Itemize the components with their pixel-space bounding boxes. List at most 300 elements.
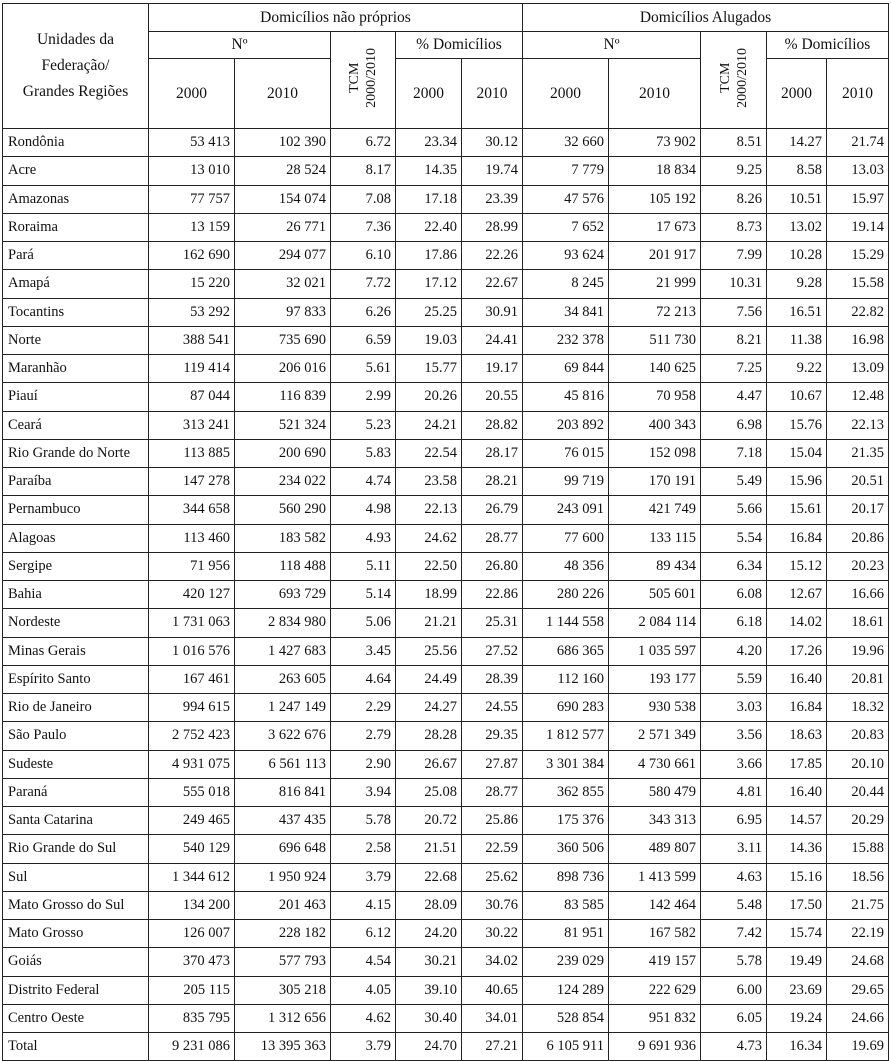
rented-count-2000-cell: 360 506 [523,835,609,863]
rented-count-2000-cell: 3 301 384 [523,750,609,778]
table-row [3,213,889,241]
year-header: 2000 [149,59,235,129]
owned-not-count-2000-cell: 162 690 [149,242,235,270]
rented-count-2010-cell: 73 902 [609,129,701,157]
rented-pct-2000-cell: 9.28 [767,270,827,298]
owned-not-pct-2000-cell: 24.70 [396,1033,462,1061]
rented-pct-2010-cell: 20.83 [827,722,889,750]
table-row [3,948,889,976]
rented-tcm-cell: 5.49 [701,468,767,496]
table-header [3,4,889,129]
rented-pct-2000-cell: 18.63 [767,722,827,750]
rented-tcm-cell: 7.18 [701,439,767,467]
rented-count-2000-cell: 686 365 [523,637,609,665]
owned-not-count-2010-cell: 696 648 [235,835,331,863]
rented-count-2010-cell: 152 098 [609,439,701,467]
units-header-line: Unidades da [36,31,115,48]
owned-not-pct-2000-cell: 24.21 [396,411,462,439]
rented-tcm-cell: 3.11 [701,835,767,863]
owned-not-tcm-cell: 6.12 [331,920,396,948]
rented-tcm-cell: 6.00 [701,976,767,1004]
rented-pct-2010-cell: 18.56 [827,863,889,891]
owned-not-tcm-cell: 6.59 [331,326,396,354]
region-name-cell: Mato Grosso do Sul [3,891,149,919]
rented-count-2000-cell: 7 779 [523,157,609,185]
rented-pct-2010-cell: 22.19 [827,920,889,948]
owned-not-pct-2010-cell: 30.76 [462,891,523,919]
rented-tcm-cell: 3.56 [701,722,767,750]
rented-tcm-cell: 10.31 [701,270,767,298]
rented-pct-2010-cell: 24.66 [827,1004,889,1032]
rented-pct-2010-cell: 13.03 [827,157,889,185]
region-name-cell: Sergipe [3,552,149,580]
owned-not-pct-2010-cell: 20.55 [462,383,523,411]
region-name-cell: Rio Grande do Sul [3,835,149,863]
region-name-cell: Rio de Janeiro [3,694,149,722]
owned-not-tcm-cell: 4.05 [331,976,396,1004]
rented-tcm-cell: 7.99 [701,242,767,270]
owned-not-tcm-cell: 4.93 [331,524,396,552]
owned-not-pct-2000-cell: 28.09 [396,891,462,919]
rented-pct-2010-cell: 20.23 [827,552,889,580]
rented-count-2010-cell: 21 999 [609,270,701,298]
owned-not-pct-2000-cell: 24.20 [396,920,462,948]
rented-count-2000-cell: 239 029 [523,948,609,976]
owned-not-pct-2000-cell: 24.62 [396,524,462,552]
owned-not-count-2000-cell: 2 752 423 [149,722,235,750]
rented-count-2010-cell: 133 115 [609,524,701,552]
rented-tcm-cell: 3.03 [701,694,767,722]
table-row [3,722,889,750]
owned-not-tcm-cell: 2.58 [331,835,396,863]
owned-not-count-2010-cell: 97 833 [235,298,331,326]
owned-not-tcm-cell: 5.61 [331,355,396,383]
rented-count-2000-cell: 81 951 [523,920,609,948]
rented-count-2000-cell: 112 160 [523,665,609,693]
owned-not-pct-2000-cell: 24.27 [396,694,462,722]
rented-count-2000-cell: 362 855 [523,778,609,806]
owned-not-pct-2000-cell: 17.86 [396,242,462,270]
table-row [3,891,889,919]
rented-pct-2010-cell: 15.29 [827,242,889,270]
owned-not-pct-2010-cell: 24.41 [462,326,523,354]
rented-pct-2010-cell: 21.35 [827,439,889,467]
rented-tcm-cell: 4.20 [701,637,767,665]
rented-pct-2000-cell: 23.69 [767,976,827,1004]
rented-count-2010-cell: 511 730 [609,326,701,354]
owned-not-tcm-cell: 4.54 [331,948,396,976]
rented-count-2000-cell: 76 015 [523,439,609,467]
owned-not-count-2010-cell: 305 218 [235,976,331,1004]
owned-not-pct-2000-cell: 20.72 [396,807,462,835]
owned-not-pct-2010-cell: 23.39 [462,185,523,213]
owned-not-pct-2010-cell: 28.99 [462,213,523,241]
rented-count-2010-cell: 89 434 [609,552,701,580]
owned-not-count-2000-cell: 71 956 [149,552,235,580]
housing-table [2,3,889,1061]
region-name-cell: Roraima [3,213,149,241]
owned-not-pct-2000-cell: 19.03 [396,326,462,354]
owned-not-tcm-cell: 2.99 [331,383,396,411]
rented-tcm-cell: 6.18 [701,609,767,637]
owned-not-pct-2000-cell: 14.35 [396,157,462,185]
owned-not-count-2000-cell: 994 615 [149,694,235,722]
region-name-cell: Sudeste [3,750,149,778]
rented-pct-2010-cell: 20.44 [827,778,889,806]
owned-not-count-2000-cell: 388 541 [149,326,235,354]
rented-tcm-cell: 5.54 [701,524,767,552]
rented-count-2000-cell: 32 660 [523,129,609,157]
year-header: 2010 [235,59,331,129]
tcm-header: TCM 2000/2010 [331,32,396,129]
rented-pct-2000-cell: 16.40 [767,778,827,806]
rented-count-2000-cell: 124 289 [523,976,609,1004]
owned-not-pct-2000-cell: 22.54 [396,439,462,467]
rented-count-2010-cell: 70 958 [609,383,701,411]
rented-count-2000-cell: 898 736 [523,863,609,891]
units-header [3,4,149,129]
rented-pct-2000-cell: 16.51 [767,298,827,326]
region-name-cell: Centro Oeste [3,1004,149,1032]
rented-pct-2000-cell: 9.22 [767,355,827,383]
owned-not-count-2000-cell: 113 460 [149,524,235,552]
rented-pct-2000-cell: 17.50 [767,891,827,919]
rented-tcm-cell: 5.48 [701,891,767,919]
rented-count-2000-cell: 7 652 [523,213,609,241]
rented-tcm-cell: 6.98 [701,411,767,439]
table-row [3,326,889,354]
rented-pct-2000-cell: 8.58 [767,157,827,185]
rented-count-2000-cell: 528 854 [523,1004,609,1032]
rented-count-2010-cell: 105 192 [609,185,701,213]
owned-not-count-2010-cell: 102 390 [235,129,331,157]
rented-pct-2000-cell: 10.67 [767,383,827,411]
year-header: 2000 [396,59,462,129]
rented-count-2010-cell: 505 601 [609,581,701,609]
table-row [3,242,889,270]
owned-not-pct-2000-cell: 22.13 [396,496,462,524]
rented-pct-2010-cell: 22.82 [827,298,889,326]
rented-count-2010-cell: 951 832 [609,1004,701,1032]
year-header: 2010 [827,59,889,129]
rented-count-2000-cell: 48 356 [523,552,609,580]
rented-pct-2010-cell: 29.65 [827,976,889,1004]
rented-count-2010-cell: 580 479 [609,778,701,806]
rented-tcm-cell: 8.73 [701,213,767,241]
region-name-cell: Tocantins [3,298,149,326]
owned-not-pct-2010-cell: 25.62 [462,863,523,891]
rented-pct-2000-cell: 16.34 [767,1033,827,1061]
rented-count-2000-cell: 1 144 558 [523,609,609,637]
owned-not-pct-2010-cell: 27.52 [462,637,523,665]
owned-not-tcm-cell: 6.72 [331,129,396,157]
owned-not-count-2010-cell: 263 605 [235,665,331,693]
rented-tcm-cell: 6.95 [701,807,767,835]
rented-count-2010-cell: 201 917 [609,242,701,270]
rented-pct-2010-cell: 16.98 [827,326,889,354]
rented-pct-2010-cell: 15.58 [827,270,889,298]
rented-pct-2000-cell: 14.57 [767,807,827,835]
rented-tcm-cell: 8.51 [701,129,767,157]
owned-not-count-2000-cell: 370 473 [149,948,235,976]
rented-pct-2000-cell: 15.76 [767,411,827,439]
percent-header: % Domicílios [396,32,523,59]
rented-pct-2010-cell: 12.48 [827,383,889,411]
owned-not-tcm-cell: 5.78 [331,807,396,835]
owned-not-pct-2010-cell: 28.77 [462,778,523,806]
rented-tcm-cell: 5.59 [701,665,767,693]
region-name-cell: Total [3,1033,149,1061]
rented-tcm-cell: 6.08 [701,581,767,609]
rented-pct-2000-cell: 16.40 [767,665,827,693]
rented-pct-2000-cell: 15.04 [767,439,827,467]
rented-count-2010-cell: 421 749 [609,496,701,524]
owned-not-count-2010-cell: 693 729 [235,581,331,609]
rented-tcm-cell: 5.78 [701,948,767,976]
owned-not-pct-2010-cell: 25.86 [462,807,523,835]
owned-not-count-2000-cell: 1 344 612 [149,863,235,891]
region-name-cell: Alagoas [3,524,149,552]
region-name-cell: Espírito Santo [3,665,149,693]
region-name-cell: Acre [3,157,149,185]
owned-not-count-2000-cell: 249 465 [149,807,235,835]
rented-pct-2010-cell: 20.81 [827,665,889,693]
year-header: 2000 [523,59,609,129]
rented-count-2000-cell: 45 816 [523,383,609,411]
owned-not-pct-2010-cell: 22.86 [462,581,523,609]
owned-not-pct-2000-cell: 24.49 [396,665,462,693]
owned-not-tcm-cell: 7.08 [331,185,396,213]
units-header-line: Federação/ [41,57,110,74]
rented-pct-2010-cell: 20.17 [827,496,889,524]
year-header: 2000 [767,59,827,129]
region-name-cell: Goiás [3,948,149,976]
region-name-cell: Pará [3,242,149,270]
group-header-nao-proprios: Domicílios não próprios [149,4,523,32]
year-header: 2010 [462,59,523,129]
owned-not-count-2000-cell: 53 292 [149,298,235,326]
owned-not-count-2010-cell: 3 622 676 [235,722,331,750]
owned-not-count-2000-cell: 835 795 [149,1004,235,1032]
owned-not-count-2000-cell: 147 278 [149,468,235,496]
owned-not-pct-2000-cell: 21.51 [396,835,462,863]
owned-not-pct-2000-cell: 18.99 [396,581,462,609]
owned-not-pct-2000-cell: 30.40 [396,1004,462,1032]
owned-not-pct-2010-cell: 28.39 [462,665,523,693]
rented-pct-2010-cell: 15.88 [827,835,889,863]
owned-not-count-2010-cell: 28 524 [235,157,331,185]
rented-count-2010-cell: 142 464 [609,891,701,919]
rented-pct-2000-cell: 15.96 [767,468,827,496]
rented-count-2000-cell: 8 245 [523,270,609,298]
rented-count-2000-cell: 280 226 [523,581,609,609]
owned-not-count-2010-cell: 1 427 683 [235,637,331,665]
owned-not-pct-2000-cell: 39.10 [396,976,462,1004]
owned-not-pct-2010-cell: 28.77 [462,524,523,552]
rented-count-2000-cell: 1 812 577 [523,722,609,750]
rented-tcm-cell: 9.25 [701,157,767,185]
owned-not-count-2000-cell: 113 885 [149,439,235,467]
owned-not-tcm-cell: 8.17 [331,157,396,185]
owned-not-count-2010-cell: 201 463 [235,891,331,919]
owned-not-count-2000-cell: 540 129 [149,835,235,863]
owned-not-count-2010-cell: 294 077 [235,242,331,270]
count-header: Nº [523,32,701,59]
rented-tcm-cell: 7.56 [701,298,767,326]
rented-count-2000-cell: 175 376 [523,807,609,835]
rented-count-2000-cell: 93 624 [523,242,609,270]
rented-count-2000-cell: 243 091 [523,496,609,524]
owned-not-pct-2010-cell: 28.82 [462,411,523,439]
owned-not-count-2000-cell: 555 018 [149,778,235,806]
rented-count-2000-cell: 77 600 [523,524,609,552]
owned-not-pct-2010-cell: 29.35 [462,722,523,750]
owned-not-pct-2010-cell: 28.17 [462,439,523,467]
owned-not-count-2010-cell: 577 793 [235,948,331,976]
rented-pct-2010-cell: 20.51 [827,468,889,496]
table-row [3,157,889,185]
rented-count-2010-cell: 18 834 [609,157,701,185]
owned-not-tcm-cell: 6.26 [331,298,396,326]
owned-not-count-2000-cell: 313 241 [149,411,235,439]
owned-not-pct-2000-cell: 22.50 [396,552,462,580]
owned-not-count-2010-cell: 735 690 [235,326,331,354]
owned-not-count-2010-cell: 816 841 [235,778,331,806]
rented-count-2010-cell: 489 807 [609,835,701,863]
units-header-line: Grandes Regiões [22,83,129,100]
rented-pct-2010-cell: 19.14 [827,213,889,241]
owned-not-count-2000-cell: 126 007 [149,920,235,948]
owned-not-count-2010-cell: 1 247 149 [235,694,331,722]
rented-count-2010-cell: 193 177 [609,665,701,693]
table-row [3,750,889,778]
table-row [3,355,889,383]
rented-pct-2010-cell: 20.86 [827,524,889,552]
region-name-cell: Mato Grosso [3,920,149,948]
rented-pct-2000-cell: 15.16 [767,863,827,891]
table-row [3,411,889,439]
rented-count-2010-cell: 17 673 [609,213,701,241]
region-name-cell: São Paulo [3,722,149,750]
rented-count-2000-cell: 232 378 [523,326,609,354]
rented-count-2000-cell: 47 576 [523,185,609,213]
owned-not-tcm-cell: 5.23 [331,411,396,439]
rented-count-2000-cell: 690 283 [523,694,609,722]
owned-not-count-2010-cell: 200 690 [235,439,331,467]
table-row [3,807,889,835]
owned-not-pct-2000-cell: 17.12 [396,270,462,298]
rented-count-2010-cell: 343 313 [609,807,701,835]
owned-not-count-2000-cell: 77 757 [149,185,235,213]
table-row [3,270,889,298]
rented-pct-2000-cell: 17.26 [767,637,827,665]
rented-count-2010-cell: 1 035 597 [609,637,701,665]
owned-not-count-2010-cell: 26 771 [235,213,331,241]
owned-not-count-2000-cell: 4 931 075 [149,750,235,778]
rented-count-2000-cell: 6 105 911 [523,1033,609,1061]
owned-not-count-2000-cell: 205 115 [149,976,235,1004]
rented-pct-2000-cell: 10.51 [767,185,827,213]
rented-pct-2010-cell: 18.32 [827,694,889,722]
owned-not-tcm-cell: 4.64 [331,665,396,693]
table-row [3,665,889,693]
owned-not-count-2000-cell: 87 044 [149,383,235,411]
rented-pct-2010-cell: 20.29 [827,807,889,835]
owned-not-count-2010-cell: 228 182 [235,920,331,948]
owned-not-pct-2010-cell: 22.59 [462,835,523,863]
group-header-alugados: Domicílios Alugados [523,4,889,32]
owned-not-tcm-cell: 4.74 [331,468,396,496]
owned-not-tcm-cell: 5.11 [331,552,396,580]
owned-not-pct-2000-cell: 22.68 [396,863,462,891]
rented-pct-2010-cell: 21.74 [827,129,889,157]
region-name-cell: Santa Catarina [3,807,149,835]
rented-tcm-cell: 4.63 [701,863,767,891]
region-name-cell: Bahia [3,581,149,609]
table-row [3,609,889,637]
owned-not-count-2010-cell: 183 582 [235,524,331,552]
rented-tcm-cell: 8.21 [701,326,767,354]
owned-not-count-2010-cell: 206 016 [235,355,331,383]
region-name-cell: Minas Gerais [3,637,149,665]
tcm-header: TCM 2000/2010 [701,32,767,129]
owned-not-pct-2010-cell: 19.74 [462,157,523,185]
owned-not-count-2000-cell: 134 200 [149,891,235,919]
owned-not-pct-2000-cell: 23.58 [396,468,462,496]
rented-tcm-cell: 8.26 [701,185,767,213]
owned-not-count-2010-cell: 234 022 [235,468,331,496]
owned-not-count-2010-cell: 1 950 924 [235,863,331,891]
rented-pct-2000-cell: 17.85 [767,750,827,778]
owned-not-pct-2010-cell: 27.87 [462,750,523,778]
owned-not-pct-2000-cell: 30.21 [396,948,462,976]
owned-not-count-2010-cell: 560 290 [235,496,331,524]
table-row [3,552,889,580]
rented-pct-2010-cell: 13.09 [827,355,889,383]
owned-not-tcm-cell: 4.62 [331,1004,396,1032]
region-name-cell: Amapá [3,270,149,298]
owned-not-count-2010-cell: 13 395 363 [235,1033,331,1061]
rented-pct-2010-cell: 18.61 [827,609,889,637]
owned-not-count-2010-cell: 6 561 113 [235,750,331,778]
owned-not-tcm-cell: 2.79 [331,722,396,750]
rented-pct-2000-cell: 14.36 [767,835,827,863]
table-body [3,129,889,1061]
owned-not-pct-2000-cell: 17.18 [396,185,462,213]
owned-not-pct-2010-cell: 40.65 [462,976,523,1004]
owned-not-pct-2010-cell: 28.21 [462,468,523,496]
rented-tcm-cell: 4.81 [701,778,767,806]
owned-not-pct-2000-cell: 25.25 [396,298,462,326]
region-name-cell: Distrito Federal [3,976,149,1004]
rented-count-2010-cell: 400 343 [609,411,701,439]
region-name-cell: Piauí [3,383,149,411]
rented-pct-2000-cell: 15.12 [767,552,827,580]
region-name-cell: Amazonas [3,185,149,213]
owned-not-count-2000-cell: 13 159 [149,213,235,241]
rented-count-2010-cell: 1 413 599 [609,863,701,891]
table-row [3,778,889,806]
rented-pct-2000-cell: 14.02 [767,609,827,637]
owned-not-pct-2000-cell: 22.40 [396,213,462,241]
owned-not-pct-2000-cell: 23.34 [396,129,462,157]
rented-pct-2000-cell: 16.84 [767,524,827,552]
owned-not-count-2010-cell: 118 488 [235,552,331,580]
rented-pct-2000-cell: 11.38 [767,326,827,354]
table-row [3,920,889,948]
owned-not-count-2000-cell: 1 731 063 [149,609,235,637]
rented-count-2000-cell: 34 841 [523,298,609,326]
